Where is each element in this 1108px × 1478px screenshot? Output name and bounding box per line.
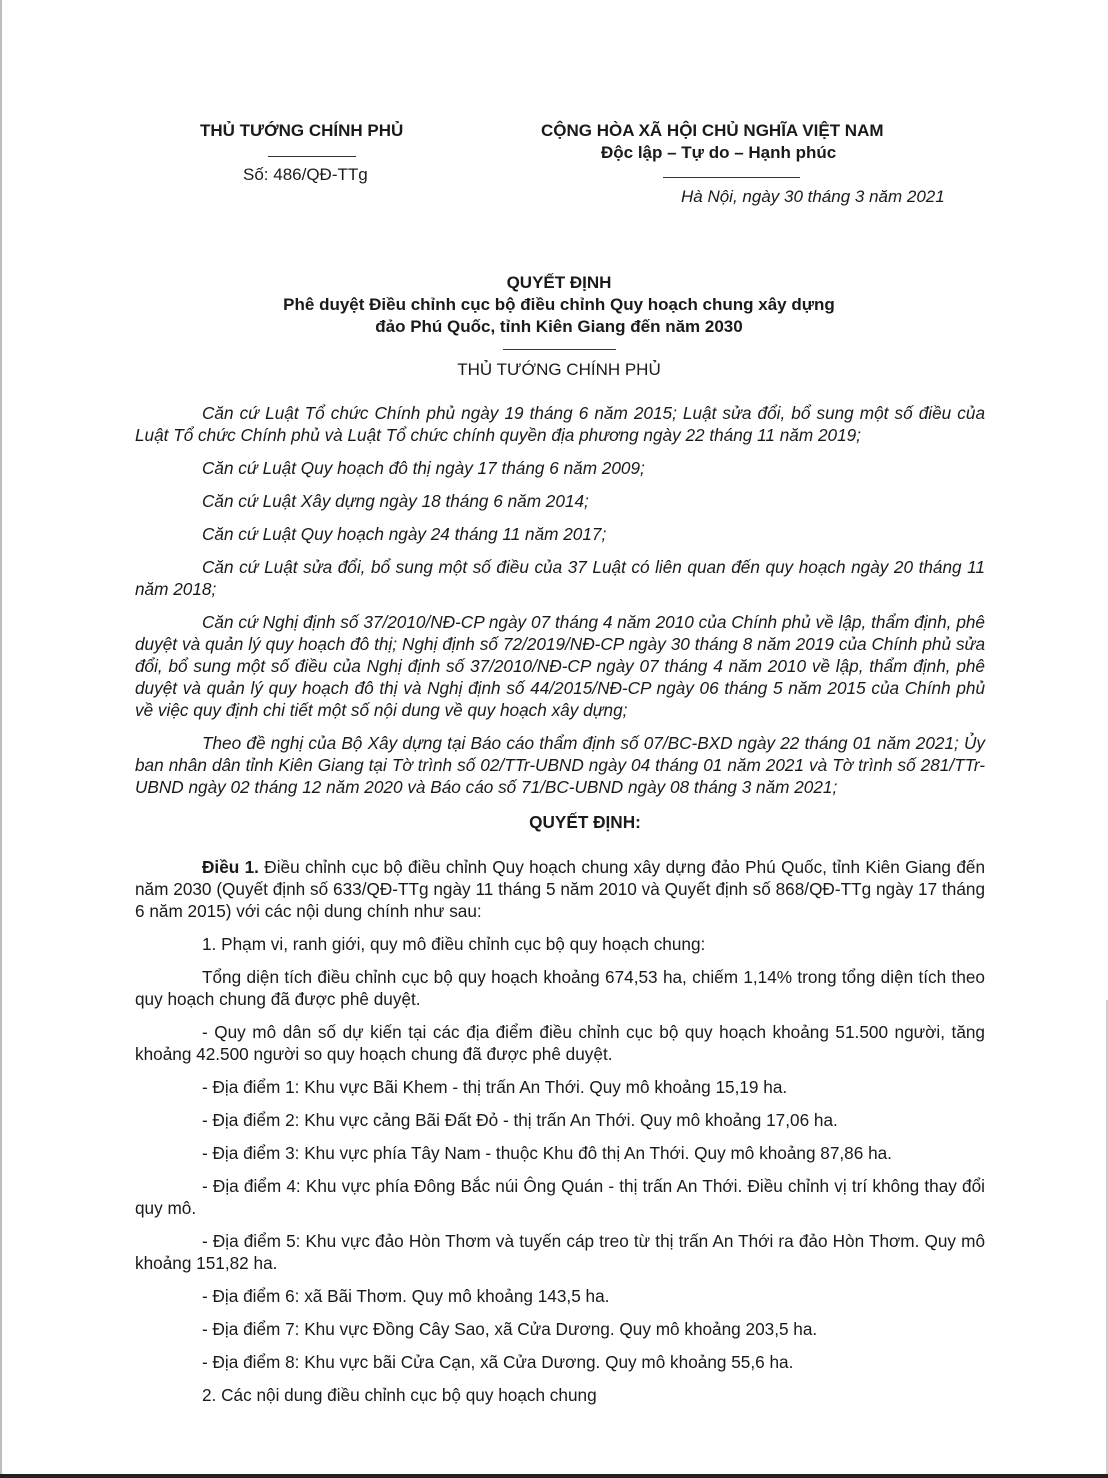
decision-title: QUYẾT ĐỊNH [506, 273, 612, 292]
preamble-item: Căn cứ Luật Quy hoạch ngày 24 tháng 11 năm 2017; [202, 524, 607, 544]
page-border-bottom [0, 1474, 1108, 1478]
issuer-heading: THỦ TƯỚNG CHÍNH PHỦ [457, 360, 661, 379]
preamble-item: Căn cứ Luật Xây dựng ngày 18 tháng 6 năm 2014; [202, 491, 589, 511]
issuing-org: THỦ TƯỚNG CHÍNH PHỦ [200, 121, 404, 140]
preamble-item: Căn cứ Luật sửa đổi, bổ sung một số điều của 37 Luật có liên quan đến quy hoạch ngày 20 tháng 11 năm 2018; [135, 557, 985, 599]
content-item: 1. Phạm vi, ranh giới, quy mô điều chỉnh cục bộ quy hoạch chung: [202, 934, 706, 954]
article-1-label: Điều 1. [202, 857, 259, 877]
content-item: - Địa điểm 7: Khu vực Đồng Cây Sao, xã Cửa Dương. Quy mô khoảng 203,5 ha. [202, 1319, 818, 1339]
content-item: - Quy mô dân số dự kiến tại các địa điểm điều chỉnh cục bộ quy hoạch khoảng 51.500 người, tăng khoảng 42.500 người so quy hoạch chung đã được phê duyệt. [135, 1022, 985, 1064]
national-motto: Độc lập – Tự do – Hạnh phúc [601, 143, 837, 162]
content-item: 2. Các nội dung điều chỉnh cục bộ quy hoạch chung [202, 1385, 597, 1405]
title-underline [503, 349, 616, 350]
content-item: - Địa điểm 8: Khu vực bãi Cửa Cạn, xã Cửa Dương. Quy mô khoảng 55,6 ha. [202, 1352, 794, 1372]
decision-subject-line1: Phê duyệt Điều chỉnh cục bộ điều chỉnh Quy hoạch chung xây dựng [283, 295, 835, 314]
article-1-text: Điều chỉnh cục bộ điều chỉnh Quy hoạch chung xây dựng đảo Phú Quốc, tỉnh Kiên Giang đến năm 2030 (Quyết định số 633/QĐ-TTg ngày 11 tháng 5 năm 2010 và Quyết định số 868/QĐ-TTg ngày 17 tháng 6 năm 2015) với các nội dung chính như sau: [135, 857, 985, 921]
document-number: Số: 486/QĐ-TTg [243, 165, 368, 184]
document-body [135, 402, 985, 1417]
motto-underline [663, 177, 800, 178]
content-item: Tổng diện tích điều chỉnh cục bộ quy hoạch khoảng 674,53 ha, chiếm 1,14% trong tổng diện tích theo quy hoạch chung đã được phê duyệt. [135, 967, 985, 1009]
content-item: - Địa điểm 5: Khu vực đảo Hòn Thơm và tuyến cáp treo từ thị trấn An Thới ra đảo Hòn Thơm. Quy mô khoảng 151,82 ha. [135, 1231, 985, 1273]
page-border-left [0, 0, 2, 1478]
national-title: CỘNG HÒA XÃ HỘI CHỦ NGHĨA VIỆT NAM [541, 121, 884, 140]
article-1 [135, 856, 985, 922]
issue-date: Hà Nội, ngày 30 tháng 3 năm 2021 [681, 187, 945, 206]
preamble-item: Căn cứ Nghị định số 37/2010/NĐ-CP ngày 07 tháng 4 năm 2010 của Chính phủ về lập, thẩm định, phê duyệt và quản lý quy hoạch đô thị; Nghị định số 72/2019/NĐ-CP ngày 30 tháng 8 năm 2019 của Chính phủ sửa đổi, bổ sung một số điều của Nghị định số 37/2010/NĐ-CP ngày 07 tháng 4 năm 2010 về lập, thẩm định, phê duyệt và quản lý quy hoạch đô thị và Nghị định số 44/2015/NĐ-CP ngày 06 tháng 5 năm 2015 của Chính phủ về việc quy định chi tiết một số nội dung về quy hoạch xây dựng; [135, 612, 985, 720]
decision-heading: QUYẾT ĐỊNH: [529, 812, 641, 832]
content-item: - Địa điểm 3: Khu vực phía Tây Nam - thuộc Khu đô thị An Thới. Quy mô khoảng 87,86 ha. [202, 1143, 892, 1163]
content-item: - Địa điểm 2: Khu vực cảng Bãi Đất Đỏ - thị trấn An Thới. Quy mô khoảng 17,06 ha. [202, 1110, 838, 1130]
content-item: - Địa điểm 4: Khu vực phía Đông Bắc núi Ông Quán - thị trấn An Thới. Điều chỉnh vị trí không thay đổi quy mô. [135, 1176, 985, 1218]
preamble-item: Căn cứ Luật Quy hoạch đô thị ngày 17 tháng 6 năm 2009; [202, 458, 645, 478]
preamble-item: Theo đề nghị của Bộ Xây dựng tại Báo cáo thẩm định số 07/BC-BXD ngày 22 tháng 01 năm 2021; Ủy ban nhân dân tỉnh Kiên Giang tại Tờ trình số 02/TTr-UBND ngày 04 tháng 01 năm 2021 và Tờ trình số 281/TTr-UBND ngày 02 tháng 12 năm 2020 và Báo cáo số 71/BC-UBND ngày 08 tháng 3 năm 2021; [135, 733, 985, 797]
org-underline [268, 156, 356, 157]
content-item: - Địa điểm 1: Khu vực Bãi Khem - thị trấn An Thới. Quy mô khoảng 15,19 ha. [202, 1077, 788, 1097]
preamble-item: Căn cứ Luật Tổ chức Chính phủ ngày 19 tháng 6 năm 2015; Luật sửa đổi, bổ sung một số điều của Luật Tổ chức Chính phủ và Luật Tổ chức chính quyền địa phương ngày 22 tháng 11 năm 2019; [135, 403, 985, 445]
decision-subject-line2: đảo Phú Quốc, tỉnh Kiên Giang đến năm 2030 [375, 317, 743, 336]
content-item: - Địa điểm 6: xã Bãi Thơm. Quy mô khoảng 143,5 ha. [202, 1286, 610, 1306]
